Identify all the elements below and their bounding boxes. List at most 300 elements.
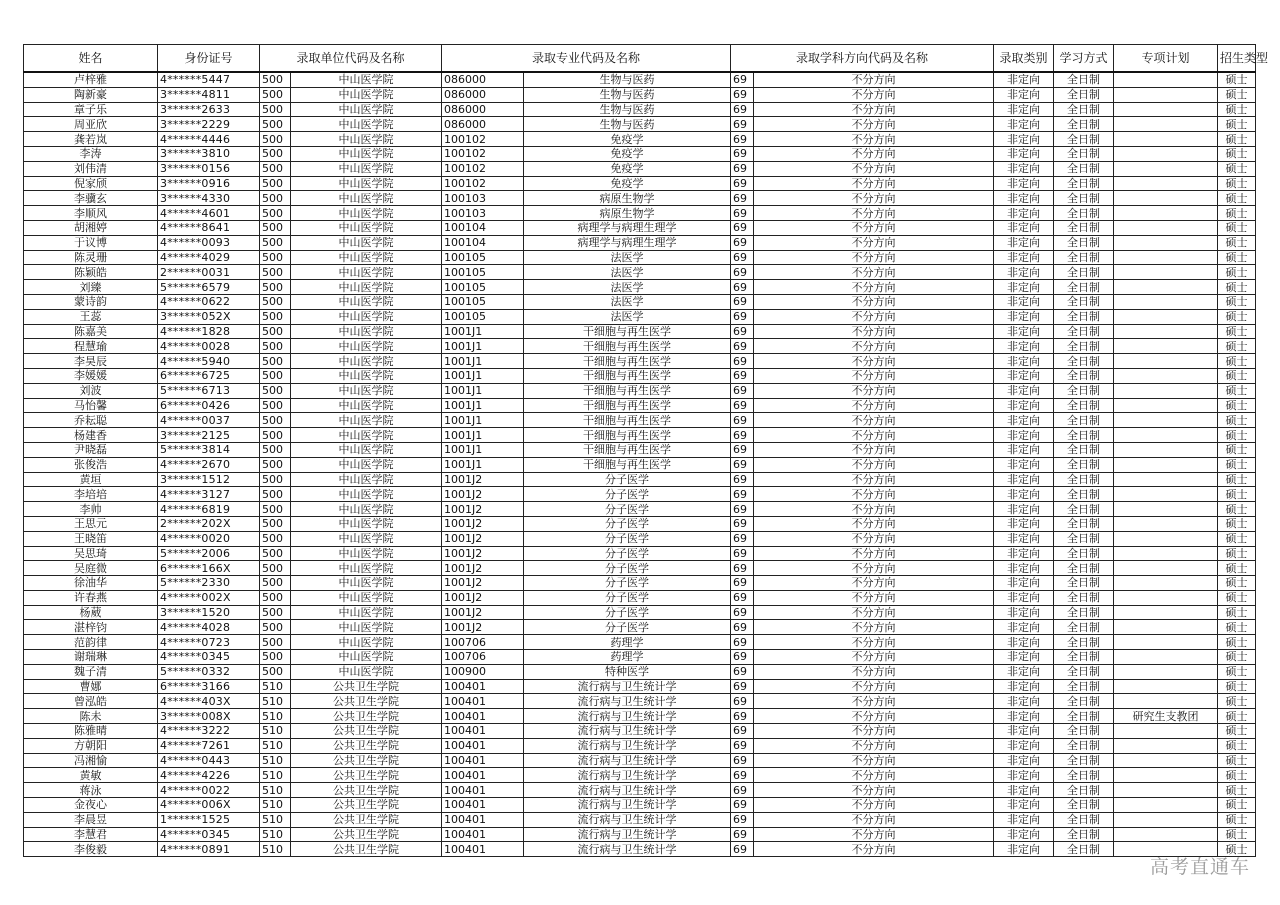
cell-name: 胡湘婷 [24,220,158,235]
cell-study-mode: 全日制 [1054,561,1114,576]
cell-name: 张俊浩 [24,457,158,472]
cell-enrollment-type: 硕士 [1218,724,1256,739]
cell-major-code: 100105 [442,265,524,280]
cell-direction-code: 69 [731,531,754,546]
cell-study-mode: 全日制 [1054,324,1114,339]
table-row [24,650,1256,665]
cell-unit-code: 500 [260,132,291,147]
cell-unit-code: 500 [260,368,291,383]
cell-major-code: 1001J1 [442,354,524,369]
table-row [24,620,1256,635]
cell-direction-code: 69 [731,516,754,531]
cell-direction-code: 69 [731,354,754,369]
cell-name: 冯湘愉 [24,753,158,768]
cell-admission-type: 非定向 [994,502,1054,517]
cell-id-number: 4******0345 [158,827,260,842]
cell-unit-name: 中山医学院 [291,383,442,398]
cell-name: 刘臻 [24,280,158,295]
cell-major-code: 100401 [442,694,524,709]
table-row [24,590,1256,605]
cell-unit-code: 500 [260,620,291,635]
cell-special-plan [1114,161,1218,176]
table-row [24,428,1256,443]
cell-unit-code: 500 [260,206,291,221]
cell-major-code: 100401 [442,738,524,753]
cell-unit-name: 中山医学院 [291,339,442,354]
cell-unit-name: 中山医学院 [291,280,442,295]
cell-enrollment-type: 硕士 [1218,753,1256,768]
cell-enrollment-type: 硕士 [1218,235,1256,250]
cell-direction-code: 69 [731,472,754,487]
cell-direction-name: 不分方向 [754,753,994,768]
cell-major-code: 100706 [442,650,524,665]
cell-major-code: 1001J1 [442,324,524,339]
cell-major-name: 法医学 [524,280,731,295]
cell-id-number: 4******1828 [158,324,260,339]
cell-major-name: 流行病与卫生统计学 [524,679,731,694]
cell-study-mode: 全日制 [1054,117,1114,132]
table-row [24,280,1256,295]
cell-unit-name: 中山医学院 [291,487,442,502]
cell-special-plan [1114,472,1218,487]
cell-major-name: 流行病与卫生统计学 [524,724,731,739]
table-row [24,398,1256,413]
cell-major-name: 法医学 [524,294,731,309]
cell-enrollment-type: 硕士 [1218,709,1256,724]
cell-unit-code: 510 [260,783,291,798]
cell-id-number: 4******0891 [158,842,260,857]
cell-special-plan [1114,457,1218,472]
cell-admission-type: 非定向 [994,442,1054,457]
cell-id-number: 3******1512 [158,472,260,487]
cell-major-name: 干细胞与再生医学 [524,428,731,443]
cell-major-name: 流行病与卫生统计学 [524,842,731,857]
cell-direction-code: 69 [731,635,754,650]
cell-id-number: 3******2633 [158,102,260,117]
cell-major-name: 分子医学 [524,502,731,517]
cell-enrollment-type: 硕士 [1218,664,1256,679]
cell-enrollment-type: 硕士 [1218,457,1256,472]
cell-direction-name: 不分方向 [754,206,994,221]
cell-id-number: 2******202X [158,516,260,531]
table-row [24,724,1256,739]
cell-id-number: 3******052X [158,309,260,324]
cell-unit-name: 中山医学院 [291,502,442,517]
cell-direction-name: 不分方向 [754,650,994,665]
cell-unit-name: 公共卫生学院 [291,709,442,724]
cell-major-name: 生物与医药 [524,72,731,87]
cell-enrollment-type: 硕士 [1218,827,1256,842]
cell-enrollment-type: 硕士 [1218,798,1256,813]
cell-name: 卢梓雅 [24,72,158,87]
cell-study-mode: 全日制 [1054,620,1114,635]
cell-enrollment-type: 硕士 [1218,502,1256,517]
cell-admission-type: 非定向 [994,87,1054,102]
cell-major-code: 1001J1 [442,383,524,398]
cell-name: 范韵律 [24,635,158,650]
cell-id-number: 4******7261 [158,738,260,753]
header-id: 身份证号 [158,45,260,73]
cell-id-number: 4******4029 [158,250,260,265]
cell-major-name: 干细胞与再生医学 [524,368,731,383]
table-row [24,72,1256,87]
cell-major-name: 干细胞与再生医学 [524,324,731,339]
cell-direction-name: 不分方向 [754,102,994,117]
cell-enrollment-type: 硕士 [1218,176,1256,191]
cell-admission-type: 非定向 [994,783,1054,798]
cell-study-mode: 全日制 [1054,339,1114,354]
cell-admission-type: 非定向 [994,428,1054,443]
cell-name: 尹晓磊 [24,442,158,457]
table-row [24,679,1256,694]
cell-study-mode: 全日制 [1054,235,1114,250]
cell-major-name: 病理学与病理生理学 [524,220,731,235]
cell-enrollment-type: 硕士 [1218,694,1256,709]
cell-direction-name: 不分方向 [754,546,994,561]
cell-enrollment-type: 硕士 [1218,309,1256,324]
table-row [24,531,1256,546]
cell-id-number: 3******008X [158,709,260,724]
cell-admission-type: 非定向 [994,309,1054,324]
cell-major-code: 1001J1 [442,428,524,443]
cell-unit-name: 中山医学院 [291,368,442,383]
header-admission-type: 录取类别 [994,45,1054,73]
cell-unit-name: 中山医学院 [291,161,442,176]
cell-id-number: 4******006X [158,798,260,813]
cell-admission-type: 非定向 [994,768,1054,783]
cell-direction-name: 不分方向 [754,768,994,783]
cell-enrollment-type: 硕士 [1218,117,1256,132]
cell-major-code: 100900 [442,664,524,679]
cell-unit-name: 中山医学院 [291,87,442,102]
cell-special-plan [1114,309,1218,324]
cell-major-code: 100401 [442,709,524,724]
cell-major-code: 100401 [442,753,524,768]
cell-major-code: 100104 [442,235,524,250]
cell-study-mode: 全日制 [1054,605,1114,620]
table-row [24,294,1256,309]
cell-id-number: 4******002X [158,590,260,605]
cell-unit-name: 公共卫生学院 [291,679,442,694]
cell-major-code: 100105 [442,280,524,295]
admission-list-sheet [23,44,1269,857]
cell-enrollment-type: 硕士 [1218,650,1256,665]
cell-unit-code: 500 [260,161,291,176]
cell-direction-name: 不分方向 [754,265,994,280]
cell-special-plan [1114,783,1218,798]
table-body [24,72,1256,857]
cell-special-plan [1114,694,1218,709]
cell-direction-code: 69 [731,664,754,679]
cell-unit-name: 中山医学院 [291,650,442,665]
table-row [24,413,1256,428]
cell-unit-name: 中山医学院 [291,561,442,576]
cell-unit-code: 510 [260,694,291,709]
cell-admission-type: 非定向 [994,516,1054,531]
cell-special-plan [1114,428,1218,443]
cell-admission-type: 非定向 [994,487,1054,502]
cell-major-name: 免疫学 [524,132,731,147]
cell-admission-type: 非定向 [994,827,1054,842]
cell-special-plan [1114,72,1218,87]
cell-major-code: 1001J2 [442,590,524,605]
cell-enrollment-type: 硕士 [1218,191,1256,206]
cell-major-code: 100401 [442,812,524,827]
cell-study-mode: 全日制 [1054,206,1114,221]
cell-major-name: 干细胞与再生医学 [524,354,731,369]
cell-admission-type: 非定向 [994,324,1054,339]
cell-unit-code: 510 [260,679,291,694]
cell-name: 刘伟清 [24,161,158,176]
cell-enrollment-type: 硕士 [1218,620,1256,635]
cell-direction-code: 69 [731,502,754,517]
cell-unit-name: 中山医学院 [291,102,442,117]
table-row [24,117,1256,132]
cell-admission-type: 非定向 [994,294,1054,309]
cell-special-plan [1114,812,1218,827]
cell-direction-code: 69 [731,132,754,147]
cell-major-name: 流行病与卫生统计学 [524,812,731,827]
cell-major-code: 1001J1 [442,368,524,383]
cell-direction-code: 69 [731,161,754,176]
cell-direction-name: 不分方向 [754,87,994,102]
cell-unit-code: 510 [260,812,291,827]
cell-direction-name: 不分方向 [754,531,994,546]
cell-id-number: 3******2125 [158,428,260,443]
cell-admission-type: 非定向 [994,457,1054,472]
cell-id-number: 4******4028 [158,620,260,635]
cell-enrollment-type: 硕士 [1218,783,1256,798]
cell-name: 李涛 [24,146,158,161]
cell-direction-code: 69 [731,413,754,428]
cell-direction-name: 不分方向 [754,191,994,206]
cell-study-mode: 全日制 [1054,398,1114,413]
cell-study-mode: 全日制 [1054,546,1114,561]
admission-table [23,44,1269,857]
cell-admission-type: 非定向 [994,220,1054,235]
cell-major-name: 分子医学 [524,516,731,531]
cell-admission-type: 非定向 [994,620,1054,635]
cell-enrollment-type: 硕士 [1218,531,1256,546]
cell-enrollment-type: 硕士 [1218,590,1256,605]
cell-name: 杨建香 [24,428,158,443]
cell-direction-code: 69 [731,87,754,102]
cell-major-code: 1001J1 [442,398,524,413]
cell-unit-name: 公共卫生学院 [291,812,442,827]
cell-direction-name: 不分方向 [754,812,994,827]
cell-id-number: 6******6725 [158,368,260,383]
cell-id-number: 1******1525 [158,812,260,827]
cell-study-mode: 全日制 [1054,531,1114,546]
cell-name: 王蕊 [24,309,158,324]
cell-enrollment-type: 硕士 [1218,605,1256,620]
cell-major-name: 流行病与卫生统计学 [524,709,731,724]
table-row [24,206,1256,221]
cell-direction-name: 不分方向 [754,576,994,591]
cell-direction-name: 不分方向 [754,457,994,472]
cell-direction-code: 69 [731,650,754,665]
cell-unit-code: 500 [260,398,291,413]
cell-unit-code: 500 [260,250,291,265]
cell-study-mode: 全日制 [1054,738,1114,753]
cell-name: 周亚欣 [24,117,158,132]
cell-major-name: 免疫学 [524,176,731,191]
cell-id-number: 3******4330 [158,191,260,206]
table-row [24,842,1256,857]
cell-name: 李慧君 [24,827,158,842]
cell-major-code: 100102 [442,146,524,161]
cell-enrollment-type: 硕士 [1218,265,1256,280]
cell-special-plan [1114,516,1218,531]
cell-admission-type: 非定向 [994,738,1054,753]
cell-direction-name: 不分方向 [754,176,994,191]
cell-name: 陶新豪 [24,87,158,102]
cell-id-number: 3******0916 [158,176,260,191]
cell-major-code: 1001J2 [442,561,524,576]
cell-direction-name: 不分方向 [754,487,994,502]
table-row [24,324,1256,339]
cell-major-name: 病原生物学 [524,206,731,221]
cell-enrollment-type: 硕士 [1218,324,1256,339]
cell-unit-name: 中山医学院 [291,531,442,546]
cell-admission-type: 非定向 [994,472,1054,487]
cell-unit-code: 510 [260,827,291,842]
cell-direction-code: 69 [731,576,754,591]
cell-unit-name: 公共卫生学院 [291,694,442,709]
cell-special-plan [1114,339,1218,354]
cell-special-plan [1114,531,1218,546]
cell-admission-type: 非定向 [994,206,1054,221]
cell-direction-name: 不分方向 [754,442,994,457]
cell-special-plan [1114,442,1218,457]
cell-unit-code: 500 [260,294,291,309]
cell-special-plan [1114,117,1218,132]
cell-direction-code: 69 [731,827,754,842]
cell-unit-code: 500 [260,265,291,280]
cell-id-number: 5******3814 [158,442,260,457]
cell-name: 王思元 [24,516,158,531]
cell-direction-code: 69 [731,738,754,753]
cell-major-code: 100401 [442,724,524,739]
cell-admission-type: 非定向 [994,605,1054,620]
cell-study-mode: 全日制 [1054,842,1114,857]
cell-name: 李俊毅 [24,842,158,857]
cell-id-number: 4******3222 [158,724,260,739]
cell-special-plan [1114,294,1218,309]
cell-enrollment-type: 硕士 [1218,339,1256,354]
cell-enrollment-type: 硕士 [1218,280,1256,295]
cell-special-plan [1114,576,1218,591]
cell-unit-name: 中山医学院 [291,590,442,605]
cell-direction-name: 不分方向 [754,783,994,798]
table-row [24,827,1256,842]
cell-direction-name: 不分方向 [754,383,994,398]
cell-major-name: 流行病与卫生统计学 [524,738,731,753]
cell-direction-code: 69 [731,176,754,191]
cell-unit-code: 500 [260,87,291,102]
cell-major-name: 分子医学 [524,590,731,605]
cell-direction-name: 不分方向 [754,827,994,842]
cell-study-mode: 全日制 [1054,635,1114,650]
cell-major-name: 分子医学 [524,546,731,561]
cell-unit-name: 中山医学院 [291,117,442,132]
table-row [24,605,1256,620]
table-row [24,694,1256,709]
cell-unit-code: 500 [260,176,291,191]
cell-unit-code: 500 [260,413,291,428]
cell-study-mode: 全日制 [1054,309,1114,324]
cell-name: 黄敏 [24,768,158,783]
cell-admission-type: 非定向 [994,368,1054,383]
cell-major-name: 生物与医药 [524,87,731,102]
cell-unit-name: 公共卫生学院 [291,842,442,857]
cell-admission-type: 非定向 [994,724,1054,739]
cell-major-code: 086000 [442,102,524,117]
cell-id-number: 4******4446 [158,132,260,147]
cell-unit-name: 中山医学院 [291,413,442,428]
cell-name: 金夜心 [24,798,158,813]
cell-direction-code: 69 [731,709,754,724]
cell-enrollment-type: 硕士 [1218,132,1256,147]
table-row [24,502,1256,517]
header-unit: 录取单位代码及名称 [260,45,442,73]
cell-name: 李顺风 [24,206,158,221]
cell-admission-type: 非定向 [994,102,1054,117]
cell-name: 李骥玄 [24,191,158,206]
cell-study-mode: 全日制 [1054,827,1114,842]
cell-enrollment-type: 硕士 [1218,102,1256,117]
cell-special-plan [1114,324,1218,339]
cell-direction-code: 69 [731,294,754,309]
cell-unit-code: 510 [260,724,291,739]
cell-special-plan [1114,546,1218,561]
cell-id-number: 4******0443 [158,753,260,768]
cell-admission-type: 非定向 [994,161,1054,176]
header-study-mode: 学习方式 [1054,45,1114,73]
cell-major-code: 100401 [442,783,524,798]
cell-major-name: 分子医学 [524,620,731,635]
cell-unit-code: 500 [260,72,291,87]
cell-direction-code: 69 [731,768,754,783]
cell-study-mode: 全日制 [1054,650,1114,665]
cell-name: 李昊辰 [24,354,158,369]
cell-major-code: 086000 [442,72,524,87]
cell-enrollment-type: 硕士 [1218,812,1256,827]
cell-enrollment-type: 硕士 [1218,146,1256,161]
cell-major-name: 药理学 [524,650,731,665]
cell-direction-code: 69 [731,753,754,768]
cell-special-plan [1114,561,1218,576]
cell-id-number: 3******2229 [158,117,260,132]
cell-major-name: 分子医学 [524,605,731,620]
cell-major-code: 100401 [442,679,524,694]
cell-direction-name: 不分方向 [754,798,994,813]
cell-special-plan [1114,664,1218,679]
cell-unit-code: 500 [260,383,291,398]
cell-direction-code: 69 [731,235,754,250]
cell-major-name: 药理学 [524,635,731,650]
cell-special-plan [1114,176,1218,191]
cell-major-name: 流行病与卫生统计学 [524,753,731,768]
cell-special-plan [1114,146,1218,161]
table-row [24,472,1256,487]
cell-study-mode: 全日制 [1054,368,1114,383]
table-row [24,220,1256,235]
cell-id-number: 3******0156 [158,161,260,176]
cell-direction-name: 不分方向 [754,220,994,235]
cell-enrollment-type: 硕士 [1218,220,1256,235]
cell-unit-code: 500 [260,472,291,487]
